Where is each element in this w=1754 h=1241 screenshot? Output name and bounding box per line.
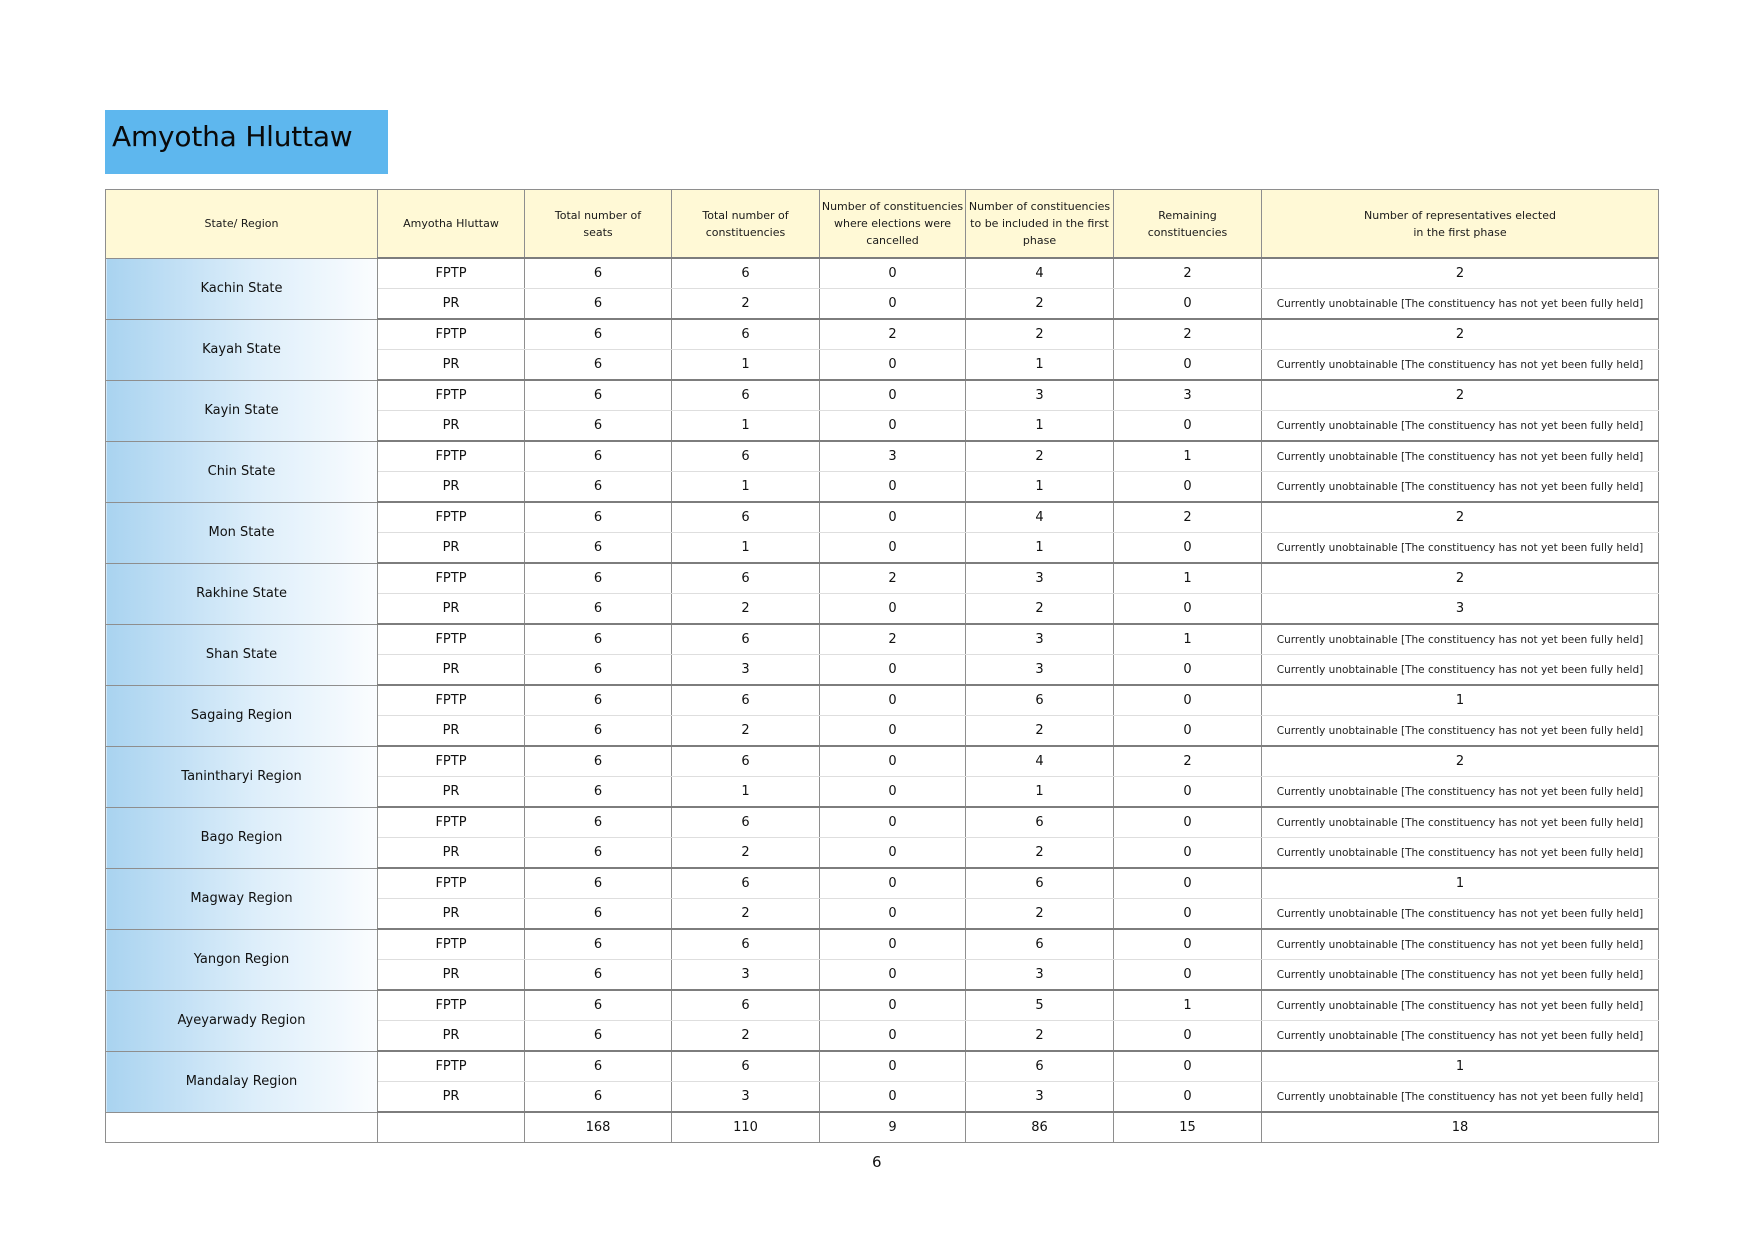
electoral-system-cell: FPTP [378, 807, 525, 838]
table-row [106, 380, 1659, 411]
cancelled-cell: 0 [820, 685, 966, 716]
cancelled-cell: 2 [820, 624, 966, 655]
first-phase-cell: 2 [966, 838, 1114, 869]
electoral-system-cell: FPTP [378, 746, 525, 777]
electoral-system-cell: FPTP [378, 1051, 525, 1082]
constituencies-cell: 1 [672, 472, 820, 503]
section-title-box [105, 110, 388, 174]
cancelled-cell: 0 [820, 380, 966, 411]
first-phase-cell: 3 [966, 380, 1114, 411]
first-phase-cell: 4 [966, 258, 1114, 289]
table-row [106, 1051, 1659, 1082]
state-region-cell: Kayah State [106, 319, 378, 380]
constituencies-cell: 6 [672, 624, 820, 655]
page-number: 6 [872, 1153, 882, 1171]
remaining-cell: 0 [1114, 960, 1262, 991]
elected-representatives-cell: 2 [1262, 502, 1659, 533]
constituencies-cell: 1 [672, 533, 820, 564]
seats-cell: 6 [525, 746, 672, 777]
table-row [106, 990, 1659, 1021]
constituencies-cell: 6 [672, 990, 820, 1021]
first-phase-cell: 2 [966, 441, 1114, 472]
elected-representatives-cell: Currently unobtainable [The constituency has not yet been fully held] [1262, 990, 1659, 1021]
first-phase-cell: 4 [966, 746, 1114, 777]
constituencies-cell: 1 [672, 350, 820, 381]
table-row [106, 624, 1659, 655]
electoral-system-cell: PR [378, 472, 525, 503]
constituencies-cell: 6 [672, 868, 820, 899]
elected-representatives-cell: Currently unobtainable [The constituency has not yet been fully held] [1262, 411, 1659, 442]
table-row [106, 563, 1659, 594]
state-region-cell: Tanintharyi Region [106, 746, 378, 807]
header-first-phase: Number of constituencies to be included in the first phase [966, 190, 1114, 259]
remaining-cell: 3 [1114, 380, 1262, 411]
remaining-cell: 0 [1114, 899, 1262, 930]
first-phase-cell: 3 [966, 624, 1114, 655]
first-phase-cell: 2 [966, 899, 1114, 930]
table-row [106, 685, 1659, 716]
elected-representatives-cell: 1 [1262, 685, 1659, 716]
state-region-cell: Mon State [106, 502, 378, 563]
total-seats-cell: 168 [525, 1112, 672, 1143]
constituencies-cell: 2 [672, 716, 820, 747]
cancelled-cell: 3 [820, 441, 966, 472]
remaining-cell: 0 [1114, 411, 1262, 442]
seats-cell: 6 [525, 472, 672, 503]
electoral-system-cell: FPTP [378, 563, 525, 594]
cancelled-cell: 0 [820, 594, 966, 625]
elected-representatives-cell: 2 [1262, 258, 1659, 289]
elected-representatives-cell: Currently unobtainable [The constituency has not yet been fully held] [1262, 624, 1659, 655]
state-region-cell: Chin State [106, 441, 378, 502]
total-state-cell [106, 1112, 378, 1143]
table-row [106, 502, 1659, 533]
state-region-cell: Mandalay Region [106, 1051, 378, 1112]
first-phase-cell: 2 [966, 594, 1114, 625]
first-phase-cell: 2 [966, 319, 1114, 350]
first-phase-cell: 3 [966, 960, 1114, 991]
cancelled-cell: 0 [820, 990, 966, 1021]
first-phase-cell: 2 [966, 716, 1114, 747]
cancelled-cell: 0 [820, 258, 966, 289]
first-phase-cell: 6 [966, 929, 1114, 960]
cancelled-cell: 0 [820, 289, 966, 320]
first-phase-cell: 1 [966, 350, 1114, 381]
constituencies-cell: 3 [672, 960, 820, 991]
cancelled-cell: 0 [820, 868, 966, 899]
state-region-cell: Magway Region [106, 868, 378, 929]
cancelled-cell: 0 [820, 533, 966, 564]
cancelled-cell: 0 [820, 899, 966, 930]
electoral-system-cell: PR [378, 411, 525, 442]
remaining-cell: 2 [1114, 258, 1262, 289]
elected-representatives-cell: Currently unobtainable [The constituency has not yet been fully held] [1262, 929, 1659, 960]
cancelled-cell: 0 [820, 929, 966, 960]
seats-cell: 6 [525, 258, 672, 289]
cancelled-cell: 0 [820, 1051, 966, 1082]
first-phase-cell: 2 [966, 289, 1114, 320]
remaining-cell: 0 [1114, 1082, 1262, 1113]
state-region-cell: Yangon Region [106, 929, 378, 990]
electoral-system-cell: PR [378, 1021, 525, 1052]
elected-representatives-cell: Currently unobtainable [The constituency has not yet been fully held] [1262, 716, 1659, 747]
table-row [106, 868, 1659, 899]
seats-cell: 6 [525, 624, 672, 655]
cancelled-cell: 0 [820, 807, 966, 838]
remaining-cell: 0 [1114, 868, 1262, 899]
seats-cell: 6 [525, 319, 672, 350]
seats-cell: 6 [525, 441, 672, 472]
seats-cell: 6 [525, 533, 672, 564]
remaining-cell: 0 [1114, 685, 1262, 716]
remaining-cell: 0 [1114, 472, 1262, 503]
table-row [106, 319, 1659, 350]
elected-representatives-cell: 1 [1262, 868, 1659, 899]
electoral-system-cell: FPTP [378, 319, 525, 350]
first-phase-cell: 3 [966, 655, 1114, 686]
constituencies-cell: 6 [672, 685, 820, 716]
cancelled-cell: 2 [820, 319, 966, 350]
first-phase-cell: 1 [966, 777, 1114, 808]
seats-cell: 6 [525, 594, 672, 625]
table-row [106, 746, 1659, 777]
header-row [106, 190, 1659, 259]
first-phase-cell: 6 [966, 807, 1114, 838]
cancelled-cell: 0 [820, 472, 966, 503]
state-region-cell: Kayin State [106, 380, 378, 441]
seats-cell: 6 [525, 929, 672, 960]
header-amyotha-hluttaw: Amyotha Hluttaw [378, 190, 525, 259]
cancelled-cell: 0 [820, 502, 966, 533]
first-phase-cell: 1 [966, 472, 1114, 503]
constituencies-cell: 2 [672, 594, 820, 625]
cancelled-cell: 0 [820, 960, 966, 991]
elected-representatives-cell: Currently unobtainable [The constituency has not yet been fully held] [1262, 655, 1659, 686]
elected-representatives-cell: 2 [1262, 746, 1659, 777]
cancelled-cell: 0 [820, 838, 966, 869]
remaining-cell: 1 [1114, 990, 1262, 1021]
remaining-cell: 0 [1114, 838, 1262, 869]
constituencies-cell: 6 [672, 807, 820, 838]
total-elected-cell: 18 [1262, 1112, 1659, 1143]
constituencies-cell: 3 [672, 655, 820, 686]
remaining-cell: 1 [1114, 563, 1262, 594]
electoral-system-cell: PR [378, 655, 525, 686]
seats-cell: 6 [525, 807, 672, 838]
table-row [106, 929, 1659, 960]
electoral-system-cell: FPTP [378, 441, 525, 472]
elected-representatives-cell: Currently unobtainable [The constituency has not yet been fully held] [1262, 350, 1659, 381]
seats-cell: 6 [525, 777, 672, 808]
first-phase-cell: 3 [966, 1082, 1114, 1113]
remaining-cell: 1 [1114, 441, 1262, 472]
seats-cell: 6 [525, 990, 672, 1021]
elected-representatives-cell: Currently unobtainable [The constituency has not yet been fully held] [1262, 807, 1659, 838]
elected-representatives-cell: Currently unobtainable [The constituency has not yet been fully held] [1262, 533, 1659, 564]
state-region-cell: Shan State [106, 624, 378, 685]
constituencies-cell: 6 [672, 929, 820, 960]
electoral-system-cell: PR [378, 289, 525, 320]
cancelled-cell: 2 [820, 563, 966, 594]
electoral-system-cell: FPTP [378, 258, 525, 289]
remaining-cell: 0 [1114, 350, 1262, 381]
header-cancelled: Number of constituencies where elections were cancelled [820, 190, 966, 259]
state-region-cell: Sagaing Region [106, 685, 378, 746]
remaining-cell: 2 [1114, 746, 1262, 777]
seats-cell: 6 [525, 838, 672, 869]
electoral-system-cell: PR [378, 1082, 525, 1113]
constituencies-cell: 2 [672, 838, 820, 869]
elected-representatives-cell: Currently unobtainable [The constituency has not yet been fully held] [1262, 1082, 1659, 1113]
elected-representatives-cell: Currently unobtainable [The constituency has not yet been fully held] [1262, 899, 1659, 930]
seats-cell: 6 [525, 868, 672, 899]
electoral-system-cell: PR [378, 716, 525, 747]
cancelled-cell: 0 [820, 777, 966, 808]
seats-cell: 6 [525, 289, 672, 320]
electoral-system-cell: FPTP [378, 685, 525, 716]
total-first-phase-cell: 86 [966, 1112, 1114, 1143]
remaining-cell: 2 [1114, 502, 1262, 533]
cancelled-cell: 0 [820, 716, 966, 747]
seats-cell: 6 [525, 960, 672, 991]
constituencies-cell: 6 [672, 319, 820, 350]
first-phase-cell: 5 [966, 990, 1114, 1021]
seats-cell: 6 [525, 899, 672, 930]
electoral-system-cell: FPTP [378, 990, 525, 1021]
total-system-cell [378, 1112, 525, 1143]
elected-representatives-cell: 3 [1262, 594, 1659, 625]
cancelled-cell: 0 [820, 746, 966, 777]
electoral-system-cell: PR [378, 899, 525, 930]
first-phase-cell: 4 [966, 502, 1114, 533]
constituencies-cell: 1 [672, 411, 820, 442]
elected-representatives-cell: Currently unobtainable [The constituency has not yet been fully held] [1262, 472, 1659, 503]
first-phase-cell: 1 [966, 411, 1114, 442]
header-total-constituencies: Total number of constituencies [672, 190, 820, 259]
elected-representatives-cell: 2 [1262, 563, 1659, 594]
table-row [106, 258, 1659, 289]
remaining-cell: 0 [1114, 1051, 1262, 1082]
remaining-cell: 0 [1114, 807, 1262, 838]
electoral-system-cell: FPTP [378, 624, 525, 655]
constituencies-cell: 6 [672, 563, 820, 594]
seats-cell: 6 [525, 716, 672, 747]
constituencies-cell: 6 [672, 1051, 820, 1082]
electoral-system-cell: FPTP [378, 502, 525, 533]
constituencies-cell: 6 [672, 441, 820, 472]
remaining-cell: 2 [1114, 319, 1262, 350]
total-remaining-cell: 15 [1114, 1112, 1262, 1143]
remaining-cell: 0 [1114, 1021, 1262, 1052]
elected-representatives-cell: 1 [1262, 1051, 1659, 1082]
first-phase-cell: 3 [966, 563, 1114, 594]
constituencies-cell: 6 [672, 258, 820, 289]
totals-row [106, 1112, 1659, 1143]
electoral-system-cell: PR [378, 533, 525, 564]
electoral-system-cell: PR [378, 350, 525, 381]
electoral-system-cell: FPTP [378, 929, 525, 960]
remaining-cell: 0 [1114, 533, 1262, 564]
seats-cell: 6 [525, 380, 672, 411]
electoral-system-cell: PR [378, 838, 525, 869]
first-phase-cell: 6 [966, 1051, 1114, 1082]
first-phase-cell: 2 [966, 1021, 1114, 1052]
first-phase-cell: 6 [966, 685, 1114, 716]
constituencies-cell: 2 [672, 899, 820, 930]
elected-representatives-cell: Currently unobtainable [The constituency has not yet been fully held] [1262, 777, 1659, 808]
cancelled-cell: 0 [820, 1021, 966, 1052]
elected-representatives-cell: Currently unobtainable [The constituency has not yet been fully held] [1262, 441, 1659, 472]
elected-representatives-cell: 2 [1262, 319, 1659, 350]
seats-cell: 6 [525, 655, 672, 686]
cancelled-cell: 0 [820, 411, 966, 442]
first-phase-cell: 6 [966, 868, 1114, 899]
cancelled-cell: 0 [820, 1082, 966, 1113]
remaining-cell: 0 [1114, 289, 1262, 320]
seats-cell: 6 [525, 685, 672, 716]
state-region-cell: Ayeyarwady Region [106, 990, 378, 1051]
state-region-cell: Rakhine State [106, 563, 378, 624]
cancelled-cell: 0 [820, 350, 966, 381]
seats-cell: 6 [525, 563, 672, 594]
first-phase-cell: 1 [966, 533, 1114, 564]
electoral-system-cell: FPTP [378, 868, 525, 899]
remaining-cell: 1 [1114, 624, 1262, 655]
total-constituencies-cell: 110 [672, 1112, 820, 1143]
remaining-cell: 0 [1114, 716, 1262, 747]
state-region-cell: Bago Region [106, 807, 378, 868]
seats-cell: 6 [525, 411, 672, 442]
header-state-region: State/ Region [106, 190, 378, 259]
constituencies-cell: 3 [672, 1082, 820, 1113]
electoral-system-cell: FPTP [378, 380, 525, 411]
table-row [106, 807, 1659, 838]
seats-cell: 6 [525, 1051, 672, 1082]
elected-representatives-cell: 2 [1262, 380, 1659, 411]
electoral-system-cell: PR [378, 594, 525, 625]
remaining-cell: 0 [1114, 929, 1262, 960]
constituencies-cell: 6 [672, 502, 820, 533]
remaining-cell: 0 [1114, 594, 1262, 625]
remaining-cell: 0 [1114, 655, 1262, 686]
section-title: Amyotha Hluttaw [112, 120, 353, 153]
state-region-cell: Kachin State [106, 258, 378, 319]
header-elected: Number of representatives elected in the first phase [1262, 190, 1659, 259]
remaining-cell: 0 [1114, 777, 1262, 808]
header-remaining: Remaining constituencies [1114, 190, 1262, 259]
constituencies-cell: 1 [672, 777, 820, 808]
table-row [106, 441, 1659, 472]
election-results-table [105, 189, 1659, 1143]
constituencies-cell: 2 [672, 289, 820, 320]
constituencies-cell: 2 [672, 1021, 820, 1052]
elected-representatives-cell: Currently unobtainable [The constituency has not yet been fully held] [1262, 838, 1659, 869]
constituencies-cell: 6 [672, 746, 820, 777]
elected-representatives-cell: Currently unobtainable [The constituency has not yet been fully held] [1262, 1021, 1659, 1052]
electoral-system-cell: PR [378, 960, 525, 991]
cancelled-cell: 0 [820, 655, 966, 686]
total-cancelled-cell: 9 [820, 1112, 966, 1143]
seats-cell: 6 [525, 1021, 672, 1052]
elected-representatives-cell: Currently unobtainable [The constituency has not yet been fully held] [1262, 289, 1659, 320]
seats-cell: 6 [525, 502, 672, 533]
seats-cell: 6 [525, 1082, 672, 1113]
electoral-system-cell: PR [378, 777, 525, 808]
seats-cell: 6 [525, 350, 672, 381]
constituencies-cell: 6 [672, 380, 820, 411]
header-total-seats: Total number of seats [525, 190, 672, 259]
elected-representatives-cell: Currently unobtainable [The constituency has not yet been fully held] [1262, 960, 1659, 991]
